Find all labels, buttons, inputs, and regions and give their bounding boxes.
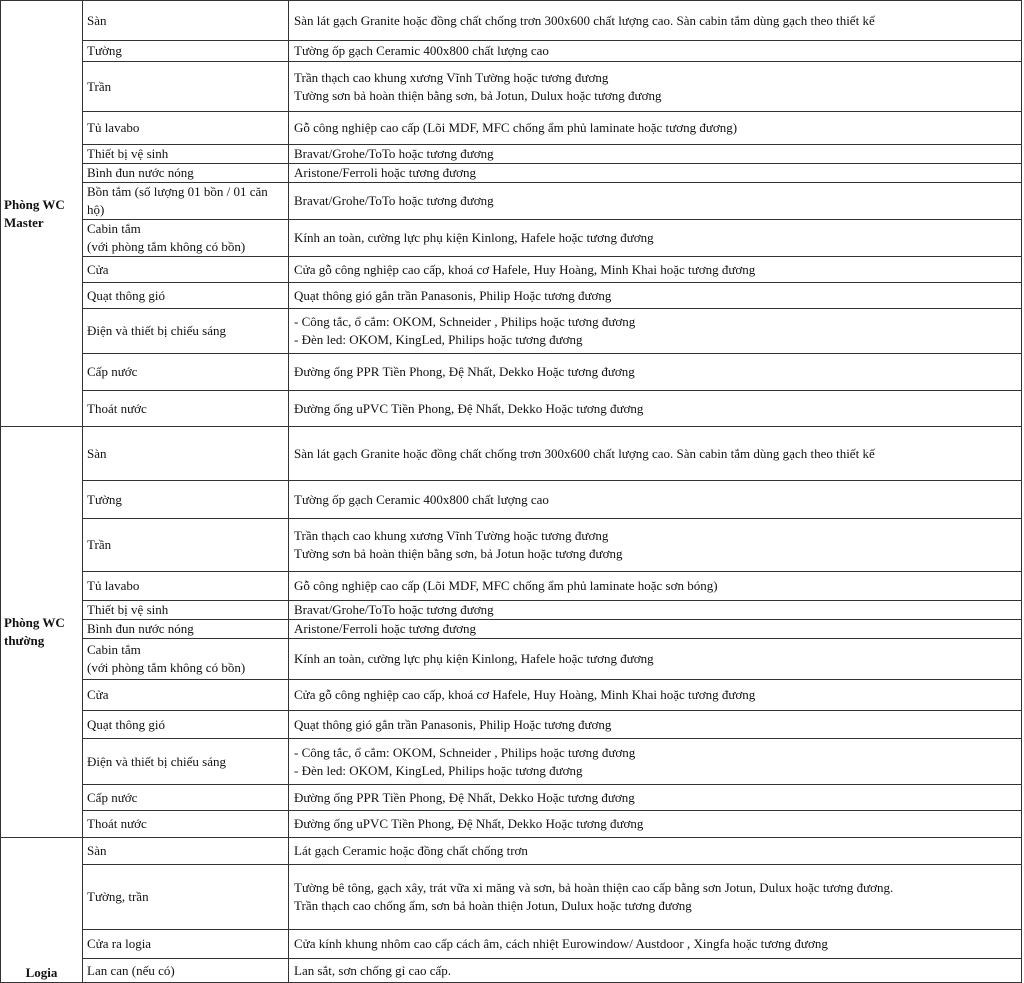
table-row: [1, 481, 1022, 519]
item-cell: Quạt thông gió: [83, 711, 289, 739]
item-cell: Điện và thiết bị chiếu sáng: [83, 309, 289, 354]
spec-cell: Tường bê tông, gạch xây, trát vữa xi măng và sơn, bả hoàn thiện cao cấp bằng sơn Jotun, Dulux hoặc tương đương. Trần thạch cao chống ẩm, sơn bả hoàn thiện Jotun, Dulux hoặc tương đương: [289, 865, 1022, 930]
table-row: [1, 572, 1022, 601]
spec-cell: Kính an toàn, cường lực phụ kiện Kinlong, Hafele hoặc tương đương: [289, 639, 1022, 680]
item-cell: Bồn tắm (số lượng 01 bồn / 01 căn hộ): [83, 183, 289, 220]
item-cell: Tủ lavabo: [83, 572, 289, 601]
item-cell: Sàn: [83, 1, 289, 41]
spec-cell: Trần thạch cao khung xương Vĩnh Tường hoặc tương đương Tường sơn bả hoàn thiện bằng sơn, bả Jotun hoặc tương đương: [289, 519, 1022, 572]
spec-cell: Tường ốp gạch Ceramic 400x800 chất lượng cao: [289, 481, 1022, 519]
item-cell: Trần: [83, 519, 289, 572]
table-row: [1, 220, 1022, 257]
spec-cell: Cửa kính khung nhôm cao cấp cách âm, cách nhiệt Eurowindow/ Austdoor , Xingfa hoặc tương đương: [289, 930, 1022, 959]
spec-cell: Đường ống uPVC Tiền Phong, Đệ Nhất, Dekko Hoặc tương đương: [289, 391, 1022, 427]
spec-cell: Đường ống PPR Tiền Phong, Đệ Nhất, Dekko Hoặc tương đương: [289, 354, 1022, 391]
spec-cell: Quạt thông gió gắn trần Panasonis, Philip Hoặc tương đương: [289, 711, 1022, 739]
item-cell: Bình đun nước nóng: [83, 620, 289, 639]
table-row: [1, 680, 1022, 711]
item-cell: Sàn: [83, 838, 289, 865]
item-cell: Cabin tắm (với phòng tắm không có bồn): [83, 220, 289, 257]
table-row: [1, 41, 1022, 62]
item-cell: Cửa: [83, 680, 289, 711]
item-cell: Cấp nước: [83, 785, 289, 811]
table-row: [1, 601, 1022, 620]
table-row: [1, 519, 1022, 572]
item-cell: Thoát nước: [83, 391, 289, 427]
table-row: [1, 354, 1022, 391]
table-row: [1, 112, 1022, 145]
spec-cell: Kính an toàn, cường lực phụ kiện Kinlong, Hafele hoặc tương đương: [289, 220, 1022, 257]
item-cell: Cửa ra logia: [83, 930, 289, 959]
spec-cell: Sàn lát gạch Granite hoặc đồng chất chống trơn 300x600 chất lượng cao. Sàn cabin tắm dùng gạch theo thiết kế: [289, 1, 1022, 41]
item-cell: Sàn: [83, 427, 289, 481]
table-row: [1, 283, 1022, 309]
table-row: [1, 959, 1022, 983]
spec-cell: - Công tắc, ổ cắm: OKOM, Schneider , Philips hoặc tương đương - Đèn led: OKOM, KingLed, Philips hoặc tương đương: [289, 739, 1022, 785]
table-row: [1, 62, 1022, 112]
spec-cell: Trần thạch cao khung xương Vĩnh Tường hoặc tương đương Tường sơn bả hoàn thiện bằng sơn, bả Jotun, Dulux hoặc tương đương: [289, 62, 1022, 112]
spec-cell: Aristone/Ferroli hoặc tương đương: [289, 620, 1022, 639]
spec-cell: Sàn lát gạch Granite hoặc đồng chất chống trơn 300x600 chất lượng cao. Sàn cabin tắm dùng gạch theo thiết kế: [289, 427, 1022, 481]
item-cell: Cabin tắm (với phòng tắm không có bồn): [83, 639, 289, 680]
table-row: [1, 1, 1022, 41]
item-cell: Tủ lavabo: [83, 112, 289, 145]
item-cell: Tường: [83, 481, 289, 519]
spec-cell: Aristone/Ferroli hoặc tương đương: [289, 164, 1022, 183]
item-cell: Thiết bị vệ sinh: [83, 601, 289, 620]
table-row: [1, 785, 1022, 811]
item-cell: Thiết bị vệ sinh: [83, 145, 289, 164]
item-cell: Quạt thông gió: [83, 283, 289, 309]
table-row: [1, 145, 1022, 164]
item-cell: Điện và thiết bị chiếu sáng: [83, 739, 289, 785]
table-row: [1, 391, 1022, 427]
spec-cell: Tường ốp gạch Ceramic 400x800 chất lượng cao: [289, 41, 1022, 62]
table-row: [1, 164, 1022, 183]
spec-cell: Gỗ công nghiệp cao cấp (Lõi MDF, MFC chống ẩm phủ laminate hoặc tương đương): [289, 112, 1022, 145]
item-cell: Lan can (nếu có): [83, 959, 289, 983]
table-row: [1, 811, 1022, 838]
spec-cell: Quạt thông gió gắn trần Panasonis, Philip Hoặc tương đương: [289, 283, 1022, 309]
item-cell: Tường: [83, 41, 289, 62]
spec-cell: Đường ống uPVC Tiền Phong, Đệ Nhất, Dekko Hoặc tương đương: [289, 811, 1022, 838]
item-cell: Trần: [83, 62, 289, 112]
item-cell: Bình đun nước nóng: [83, 164, 289, 183]
table-row: [1, 639, 1022, 680]
section-label: Phòng WC thường: [1, 427, 83, 838]
spec-cell: - Công tắc, ổ cắm: OKOM, Schneider , Philips hoặc tương đương - Đèn led: OKOM, KingLed, Philips hoặc tương đương: [289, 309, 1022, 354]
spec-cell: Bravat/Grohe/ToTo hoặc tương đương: [289, 145, 1022, 164]
item-cell: Tường, trần: [83, 865, 289, 930]
table-row: [1, 427, 1022, 481]
table-row: [1, 739, 1022, 785]
table-row: [1, 838, 1022, 865]
item-cell: Cửa: [83, 257, 289, 283]
table-row: [1, 620, 1022, 639]
spec-cell: Cửa gỗ công nghiệp cao cấp, khoá cơ Hafele, Huy Hoàng, Minh Khai hoặc tương đương: [289, 680, 1022, 711]
spec-cell: Bravat/Grohe/ToTo hoặc tương đương: [289, 601, 1022, 620]
section-label: Logia: [1, 838, 83, 983]
table-row: [1, 257, 1022, 283]
item-cell: Thoát nước: [83, 811, 289, 838]
table-row: [1, 865, 1022, 930]
table-row: [1, 711, 1022, 739]
section-label: Phòng WC Master: [1, 1, 83, 427]
item-cell: Cấp nước: [83, 354, 289, 391]
spec-cell: Lát gạch Ceramic hoặc đồng chất chống trơn: [289, 838, 1022, 865]
table-row: [1, 309, 1022, 354]
spec-cell: Lan sắt, sơn chống gỉ cao cấp.: [289, 959, 1022, 983]
spec-cell: Bravat/Grohe/ToTo hoặc tương đương: [289, 183, 1022, 220]
table-row: [1, 183, 1022, 220]
table-row: [1, 930, 1022, 959]
spec-cell: Cửa gỗ công nghiệp cao cấp, khoá cơ Hafele, Huy Hoàng, Minh Khai hoặc tương đương: [289, 257, 1022, 283]
spec-cell: Gỗ công nghiệp cao cấp (Lõi MDF, MFC chống ẩm phủ laminate hoặc sơn bóng): [289, 572, 1022, 601]
spec-cell: Đường ống PPR Tiền Phong, Đệ Nhất, Dekko Hoặc tương đương: [289, 785, 1022, 811]
